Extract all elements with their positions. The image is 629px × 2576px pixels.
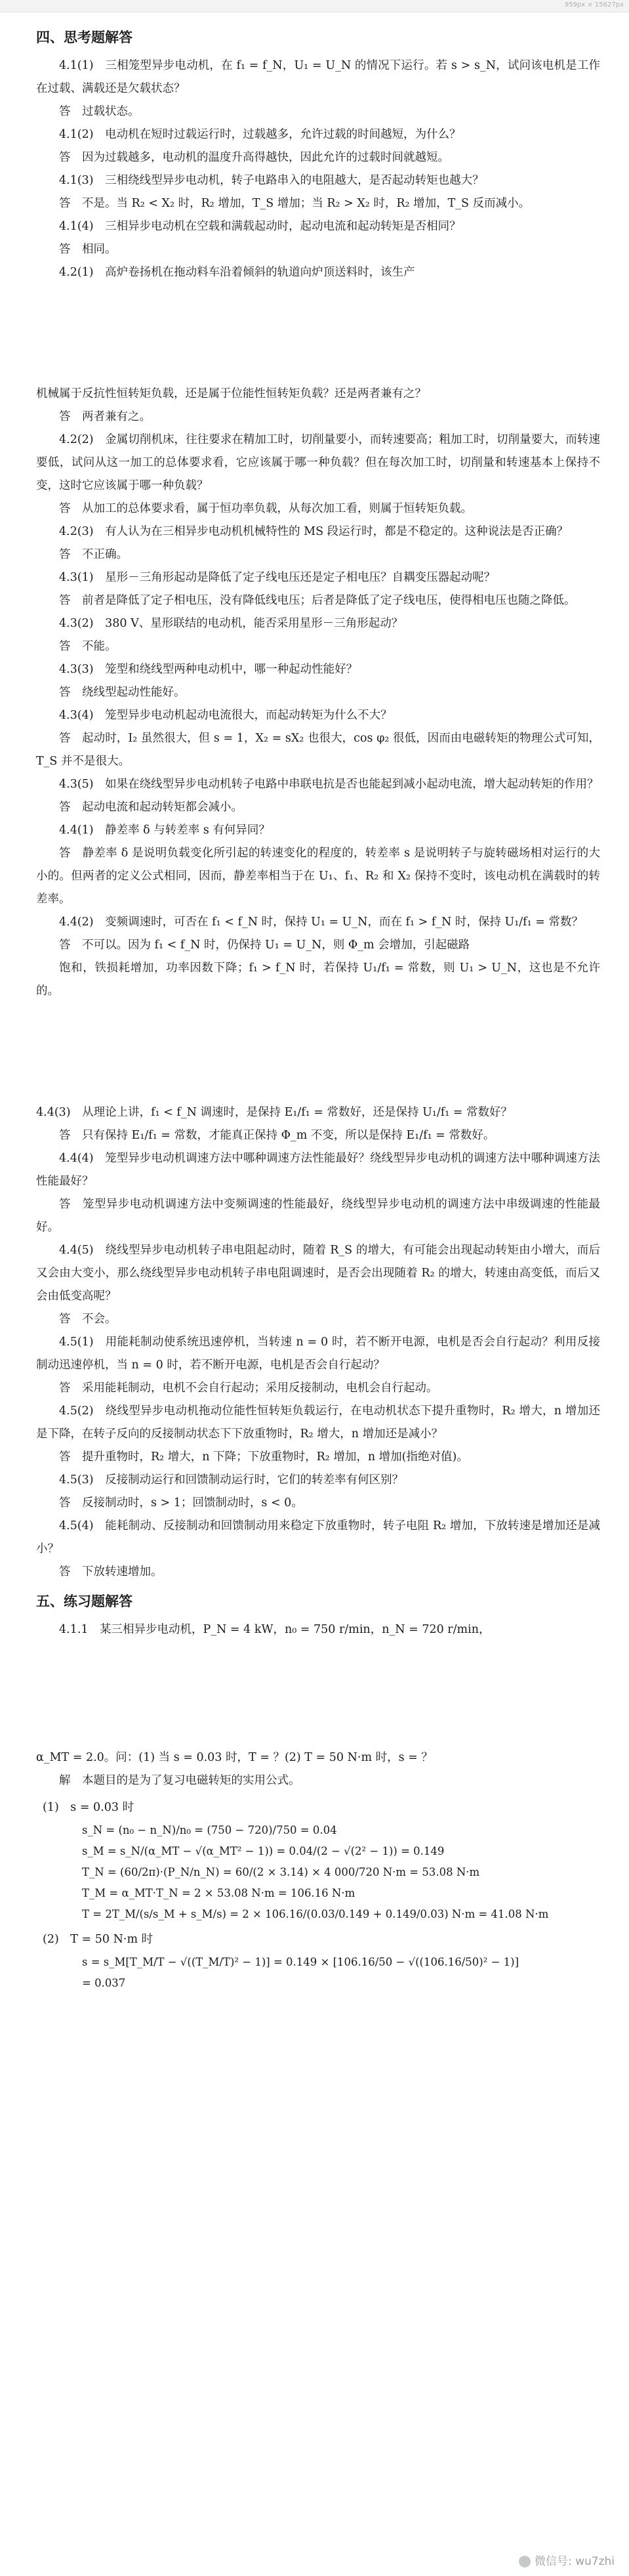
question-paragraph: 4.5(4) 能耗制动、反接制动和回馈制动用来稳定下放重物时，转子电阻 R₂ 增加，下放转速是增加还是减小？ [36,1519,600,1555]
problem-text: α_MT = 2.0。问：(1) 当 s = 0.03 时，T = ？(2) T = 50 N·m 时，s = ？ [36,1751,433,1764]
question-paragraph: 机械属于反抗性恒转矩负载，还是属于位能性恒转矩负载？还是两者兼有之？ [36,387,426,400]
question-paragraph: 4.4(5) 绕线型异步电动机转子串电阻起动时，随着 R_S 的增大，有可能会出现起动转矩由小增大，而后又会由大变小，那么绕线型异步电动机转子串电阻调速时，是否会出现随着 R₂ 的增大，转速由高变低，而后又会由低变高呢？ [36,1244,600,1303]
answer-paragraph: 答 不是。当 R₂ < X₂ 时，R₂ 增加，T_S 增加；当 R₂ > X₂ 时，R₂ 增加，T_S 反而减小。 [59,197,531,210]
equation-block [36,1953,600,1993]
answer-paragraph: 答 笼型异步电动机调速方法中变频调速的性能最好，绕线型异步电动机的调速方法中串级调速的性能最好。 [36,1198,600,1234]
question-paragraph: 4.4(1) 静差率 δ 与转差率 s 有何异同？ [59,824,270,837]
blank-space [36,284,600,383]
document-page [36,20,600,1995]
answer-paragraph: 答 下放转速增加。 [59,1565,163,1578]
equation-block [36,1821,600,1924]
question-paragraph: 4.5(2) 绕线型异步电动机拖动位能性恒转矩负载运行，在电动机状态下提升重物时，R₂ 增大，n 增加还是下降，在转子反向的反接制动状态下下放重物时，R₂ 增大，n 增加还是减小？ [36,1404,600,1441]
question-paragraph: 4.4(2) 变频调速时，可否在 f₁ < f_N 时，保持 U₁ = U_N，而在 f₁ > f_N 时，保持 U₁/f₁ = 常数？ [59,916,583,929]
solution-part-heading: (1) s = 0.03 时 [43,1801,134,1814]
question-paragraph: 4.3(2) 380 V、星形联结的电动机，能否采用星形－三角形起动？ [59,617,403,630]
solution-text: 解 本题目的是为了复习电磁转矩的实用公式。 [59,1774,300,1787]
wechat-icon [519,2556,531,2567]
equation-line: T_M = α_MT·T_N = 2 × 53.08 N·m = 106.16 N·m [82,1887,355,1899]
equation-line: T = 2T_M/(s/s_M + s_M/s) = 2 × 106.16/(0.03/0.149 + 0.149/0.03) N·m = 41.08 N·m [82,1908,549,1920]
answer-paragraph: 答 绕线型起动性能好。 [59,686,186,699]
answer-paragraph: 答 不能。 [59,640,117,653]
viewer-bar [0,0,629,12]
question-paragraph: 4.2(3) 有人认为在三相异步电动机机械特性的 MS 段运行时，都是不稳定的。这种说法是否正确？ [59,525,569,538]
answer-paragraph: 答 采用能耗制动，电机不会自行起动；采用反接制动，电机会自行起动。 [59,1382,438,1395]
question-paragraph: 4.2(2) 金属切削机床，往往要求在精加工时，切削量要小，而转速要高；粗加工时，切削量要大，而转速要低，试问从这一加工的总体要求看，它应该属于哪一种负载？但在每次加工时，切削量和转速基本上保持不变，这时它应该属于哪一种负载？ [36,433,600,492]
answer-paragraph: 答 提升重物时，R₂ 增大，n 下降；下放重物时，R₂ 增加，n 增加(指绝对值)。 [59,1450,468,1464]
answer-paragraph: 答 起动电流和起动转矩都会减小。 [59,801,243,814]
blank-space [36,1003,600,1101]
answer-paragraph: 答 反接制动时，s > 1；回馈制动时，s < 0。 [59,1496,303,1510]
section-heading: 五、练习题解答 [36,1594,132,1609]
question-paragraph: 4.3(1) 星形－三角形起动是降低了定子线电压还是定子相电压？自耦变压器起动呢？ [59,571,496,584]
question-paragraph: 4.4(3) 从理论上讲，f₁ < f_N 调速时，是保持 E₁/f₁ = 常数好，还是保持 U₁/f₁ = 常数好？ [36,1106,513,1119]
question-paragraph: 4.1(3) 三相绕线型异步电动机，转子电路串入的电阻越大，是否起动转矩也越大？ [59,174,484,187]
equation-line: s_N = (n₀ − n_N)/n₀ = (750 − 720)/750 = 0.04 [82,1824,337,1836]
answer-paragraph: 答 静差率 δ 是说明负载变化所引起的转速变化的程度的，转差率 s 是说明转子与旋转磁场相对运行的大小的。但两者的定义公式相同，因而，静差率相当于在 U₁、f₁、R₂ 和 X₂ 保持不变时，该电动机在满载时的转差率。 [36,847,600,906]
watermark [519,2552,615,2568]
answer-paragraph: 答 从加工的总体要求看，属于恒功率负载，从每次加工看，则属于恒转矩负载。 [59,502,472,515]
answer-paragraph: 答 前者是降低了定子相电压，没有降低线电压；后者是降低了定子线电压，使得相电压也随之降低。 [59,594,576,607]
blank-space [36,1641,600,1746]
answer-paragraph: 答 过载状态。 [59,105,140,118]
question-list [36,54,600,1584]
solution-part-heading: (2) T = 50 N·m 时 [43,1933,153,1946]
answer-paragraph: 答 起动时，I₂ 虽然很大，但 s = 1，X₂ = sX₂ 也很大，cos φ₂ 很低，因而由电磁转矩的物理公式可知，T_S 并不是很大。 [36,732,600,768]
question-paragraph: 4.5(3) 反接制动运行和回馈制动运行时，它们的转差率有何区别？ [59,1473,404,1487]
answer-paragraph: 答 不会。 [59,1313,117,1326]
question-paragraph: 4.5(1) 用能耗制动使系统迅速停机，当转速 n = 0 时，若不断开电源，电机是否会自行起动？利用反接制动迅速停机，当 n = 0 时，若不断开电源，电机是否会自行起动？ [36,1336,600,1372]
watermark-text: 微信号: wu7zhi [534,2555,615,2568]
question-paragraph: 4.3(3) 笼型和绕线型两种电动机中，哪一种起动性能好？ [59,663,358,676]
question-paragraph: 4.1(2) 电动机在短时过载运行时，过载越多，允许过载的时间越短，为什么？ [59,128,461,141]
answer-paragraph: 答 不可以。因为 f₁ < f_N 时，仍保持 U₁ = U_N，则 Φ_m 会增加，引起磁路 [59,939,470,952]
equation-line: T_N = (60/2π)·(P_N/n_N) = 60/(2 × 3.14) × 4 000/720 N·m = 53.08 N·m [82,1866,480,1878]
equation-line: s_M = s_N/(α_MT − √(α_MT² − 1)) = 0.04/(2 − √(2² − 1)) = 0.149 [82,1845,445,1857]
equation-line: s = s_M[T_M/T − √((T_M/T)² − 1)] = 0.149 × [106.16/50 − √((106.16/50)² − 1)] [82,1956,519,1968]
image-size-label: 959px × 15627px [564,1,624,9]
question-paragraph: 4.2(1) 高炉卷扬机在拖动料车沿着倾斜的轨道向炉顶送料时，该生产 [59,266,415,279]
answer-paragraph: 答 只有保持 E₁/f₁ = 常数，才能真正保持 Φ_m 不变，所以是保持 E₁/f₁ = 常数好。 [59,1129,495,1142]
question-paragraph: 饱和，铁损耗增加，功率因数下降；f₁ > f_N 时，若保持 U₁/f₁ = 常数，则 U₁ > U_N，这也是不允许的。 [36,961,600,998]
question-paragraph: 4.4(4) 笼型异步电动机调速方法中哪种调速方法性能最好？绕线型异步电动机的调速方法中哪种调速方法性能最好？ [36,1152,600,1188]
answer-paragraph: 答 因为过载越多，电动机的温度升高得越快，因此允许的过载时间就越短。 [59,151,449,164]
problem-text: 4.1.1 某三相异步电动机，P_N = 4 kW，n₀ = 750 r/min，n_N = 720 r/min， [59,1623,491,1636]
question-paragraph: 4.3(4) 笼型异步电动机起动电流很大，而起动转矩为什么不大？ [59,709,392,722]
answer-paragraph: 答 两者兼有之。 [59,410,151,423]
answer-paragraph: 答 不正确。 [59,548,128,561]
section-heading: 四、思考题解答 [36,30,132,45]
equation-line: = 0.037 [82,1977,126,1989]
answer-paragraph: 答 相同。 [59,243,117,256]
question-paragraph: 4.1(4) 三相异步电动机在空载和满载起动时，起动电流和起动转矩是否相同？ [59,220,461,233]
question-paragraph: 4.1(1) 三相笼型异步电动机，在 f₁ = f_N，U₁ = U_N 的情况下运行。若 s > s_N，试问该电机是工作在过载、满载还是欠载状态？ [36,59,600,95]
question-paragraph: 4.3(5) 如果在绕线型异步电动机转子电路中串联电抗是否也能起到减小起动电流，增大起动转矩的作用？ [59,778,599,791]
